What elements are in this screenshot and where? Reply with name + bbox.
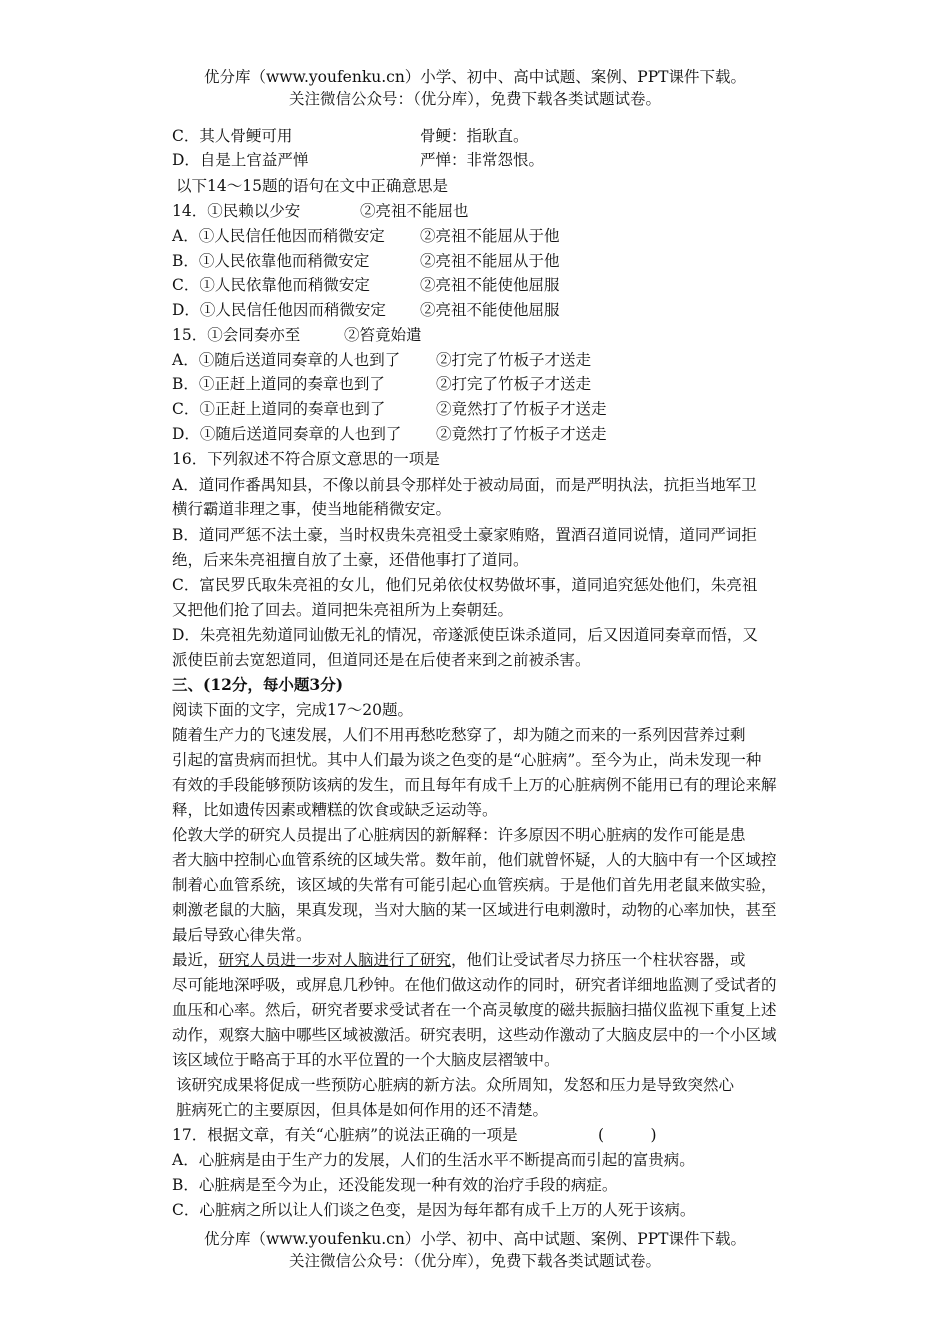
q16-option-a-line1: A．道同作番禺知县，不像以前县令那样处于被动局面，而是严明执法，抗拒当地军卫 — [172, 476, 757, 494]
q15-option-d-part2: ②竟然打了竹板子才送走 — [436, 425, 607, 443]
q14-option-d-part2: ②亮祖不能使他屈服 — [420, 301, 560, 319]
passage-p3-line1 — [172, 948, 746, 972]
page-footer-line-1: 优分库（www.youfenku.cn）小学、初中、高中试题、案例、PPT课件下载。 — [203, 1230, 747, 1248]
section-3-instruction: 阅读下面的文字，完成17～20题。 — [172, 701, 413, 719]
q16-option-b-line2: 绝，后来朱亮祖擅自放了土豪，还借他事打了道同。 — [172, 551, 529, 569]
q14-stem: 14．①民赖以少安 — [172, 202, 301, 220]
passage-p2-line5: 最后导致心律失常。 — [172, 926, 312, 944]
q17-stem: 17．根据文章，有关“心脏病”的说法正确的一项是 — [172, 1126, 518, 1144]
q15-option-a: A．①随后送道同奏章的人也到了 — [172, 351, 401, 369]
q16-option-d-line2: 派使臣前去宽恕道同，但道同还是在后使者来到之前被杀害。 — [172, 651, 591, 669]
section-3-title: 三、(12分，每小题3分) — [172, 675, 344, 694]
page-header-line-1: 优分库（www.youfenku.cn）小学、初中、高中试题、案例、PPT课件下载。 — [203, 68, 747, 86]
passage-p2-line4: 刺激老鼠的大脑，果真发现，当对大脑的某一区域进行电刺激时，动物的心率加快，甚至 — [172, 901, 777, 919]
q17-option-c: C．心脏病之所以让人们谈之色变，是因为每年都有成千上万的人死于该病。 — [172, 1201, 696, 1219]
q15-option-b: B．①正赶上道同的奏章也到了 — [172, 375, 385, 393]
passage-p3-prefix: 最近， — [172, 951, 219, 969]
q16-option-a-line2: 横行霸道非理之事，使当地能稍微安定。 — [172, 500, 452, 518]
q14-option-b-part2: ②亮祖不能屈从于他 — [420, 252, 560, 270]
passage-p4-line2: 脏病死亡的主要原因，但具体是如何作用的还不清楚。 — [176, 1101, 549, 1119]
q15-option-b-part2: ②打完了竹板子才送走 — [436, 375, 592, 393]
page-header-line-2: 关注微信公众号：（优分库），免费下载各类试题试卷。 — [288, 90, 661, 108]
q13-option-c-gloss: 骨鲠：指耿直。 — [420, 127, 529, 145]
q15-option-d: D．①随后送道同奏章的人也到了 — [172, 425, 402, 443]
q16-option-d-line1: D．朱亮祖先劾道同讪傲无礼的情况，帝遂派使臣诛杀道同，后又因道同奏章而悟，又 — [172, 626, 758, 644]
passage-p1-line2: 引起的富贵病而担忧。其中人们最为谈之色变的是“心脏病”。至今为止，尚未发现一种 — [172, 751, 762, 769]
q16-option-b-line1: B．道同严惩不法土豪，当时权贵朱亮祖受土豪家贿赂，置酒召道同说情，道同严词拒 — [172, 526, 757, 544]
q15-option-c-part2: ②竟然打了竹板子才送走 — [436, 400, 607, 418]
q15-stem: 15．①会同奏亦至 — [172, 326, 301, 344]
page-footer-line-2: 关注微信公众号：（优分库），免费下载各类试题试卷。 — [288, 1252, 661, 1270]
q17-option-b: B．心脏病是至今为止，还没能发现一种有效的治疗手段的病症。 — [172, 1176, 618, 1194]
passage-p2-line1: 伦敦大学的研究人员提出了心脏病因的新解释：许多原因不明心脏病的发作可能是患 — [172, 826, 746, 844]
q15-option-a-part2: ②打完了竹板子才送走 — [436, 351, 592, 369]
q17-answer-blank: ( ) — [598, 1126, 657, 1144]
passage-p2-line3: 制着心血管系统，该区域的失常有可能引起心血管疾病。于是他们首先用老鼠来做实验， — [172, 876, 777, 894]
passage-p3-line5: 该区域位于略高于耳的水平位置的一个大脑皮层褶皱中。 — [172, 1051, 560, 1069]
passage-p3-line3: 血压和心率。然后，研究者要求受试者在一个高灵敏度的磁共振脑扫描仪监视下重复上述 — [172, 1001, 777, 1019]
passage-p2-line2: 者大脑中控制心血管系统的区域失常。数年前，他们就曾怀疑，人的大脑中有一个区域控 — [172, 851, 777, 869]
q14-option-b: B．①人民依靠他而稍微安定 — [172, 252, 370, 270]
q15-option-c: C．①正赶上道同的奏章也到了 — [172, 400, 386, 418]
q16-option-c-line2: 又把他们抢了回去。道同把朱亮祖所为上奏朝廷。 — [172, 601, 514, 619]
passage-p1-line3: 有效的手段能够预防该病的发生，而且每年有成千上万的心脏病例不能用已有的理论来解 — [172, 776, 777, 794]
q16-stem: 16．下列叙述不符合原文意思的一项是 — [172, 450, 440, 468]
q14-option-a-part2: ②亮祖不能屈从于他 — [420, 227, 560, 245]
passage-p1-line4: 释，比如遗传因素或糟糕的饮食或缺乏运动等。 — [172, 801, 498, 819]
q14-option-d: D．①人民信任他因而稍微安定 — [172, 301, 386, 319]
passage-p1-line1: 随着生产力的飞速发展，人们不用再愁吃愁穿了，却为随之而来的一系列因营养过剩 — [172, 726, 746, 744]
q13-option-d: D．自是上官益严惮 — [172, 151, 309, 169]
q16-option-c-line1: C．富民罗氏取朱亮祖的女儿，他们兄弟依仗权势做坏事，道同追究惩处他们，朱亮祖 — [172, 576, 758, 594]
q13-option-d-gloss: 严惮：非常怨恨。 — [420, 151, 545, 169]
q15-stem-part2: ②笞竟始遣 — [344, 326, 422, 344]
q14-stem-part2: ②亮祖不能屈也 — [360, 202, 469, 220]
q14-option-c: C．①人民依靠他而稍微安定 — [172, 276, 370, 294]
q14-option-c-part2: ②亮祖不能使他屈服 — [420, 276, 560, 294]
intro-14-15: 以下14～15题的语句在文中正确意思是 — [176, 177, 448, 195]
passage-p4-line1: 该研究成果将促成一些预防心脏病的新方法。众所周知，发怒和压力是导致突然心 — [176, 1076, 735, 1094]
passage-p3-line4: 动作，观察大脑中哪些区域被激活。研究表明，这些动作激动了大脑皮层中的一个小区域 — [172, 1026, 777, 1044]
passage-p3-line2: 尽可能地深呼吸，或屏息几秒钟。在他们做这动作的同时，研究者详细地监测了受试者的 — [172, 976, 777, 994]
q17-option-a: A．心脏病是由于生产力的发展，人们的生活水平不断提高而引起的富贵病。 — [172, 1151, 695, 1169]
q13-option-c: C．其人骨鲠可用 — [172, 127, 293, 145]
passage-p3-rest: ，他们让受试者尽力挤压一个柱状容器，或 — [451, 951, 746, 969]
passage-p3-underlined: 研究人员进一步对人脑进行了研究 — [218, 951, 452, 969]
q14-option-a: A．①人民信任他因而稍微安定 — [172, 227, 385, 245]
